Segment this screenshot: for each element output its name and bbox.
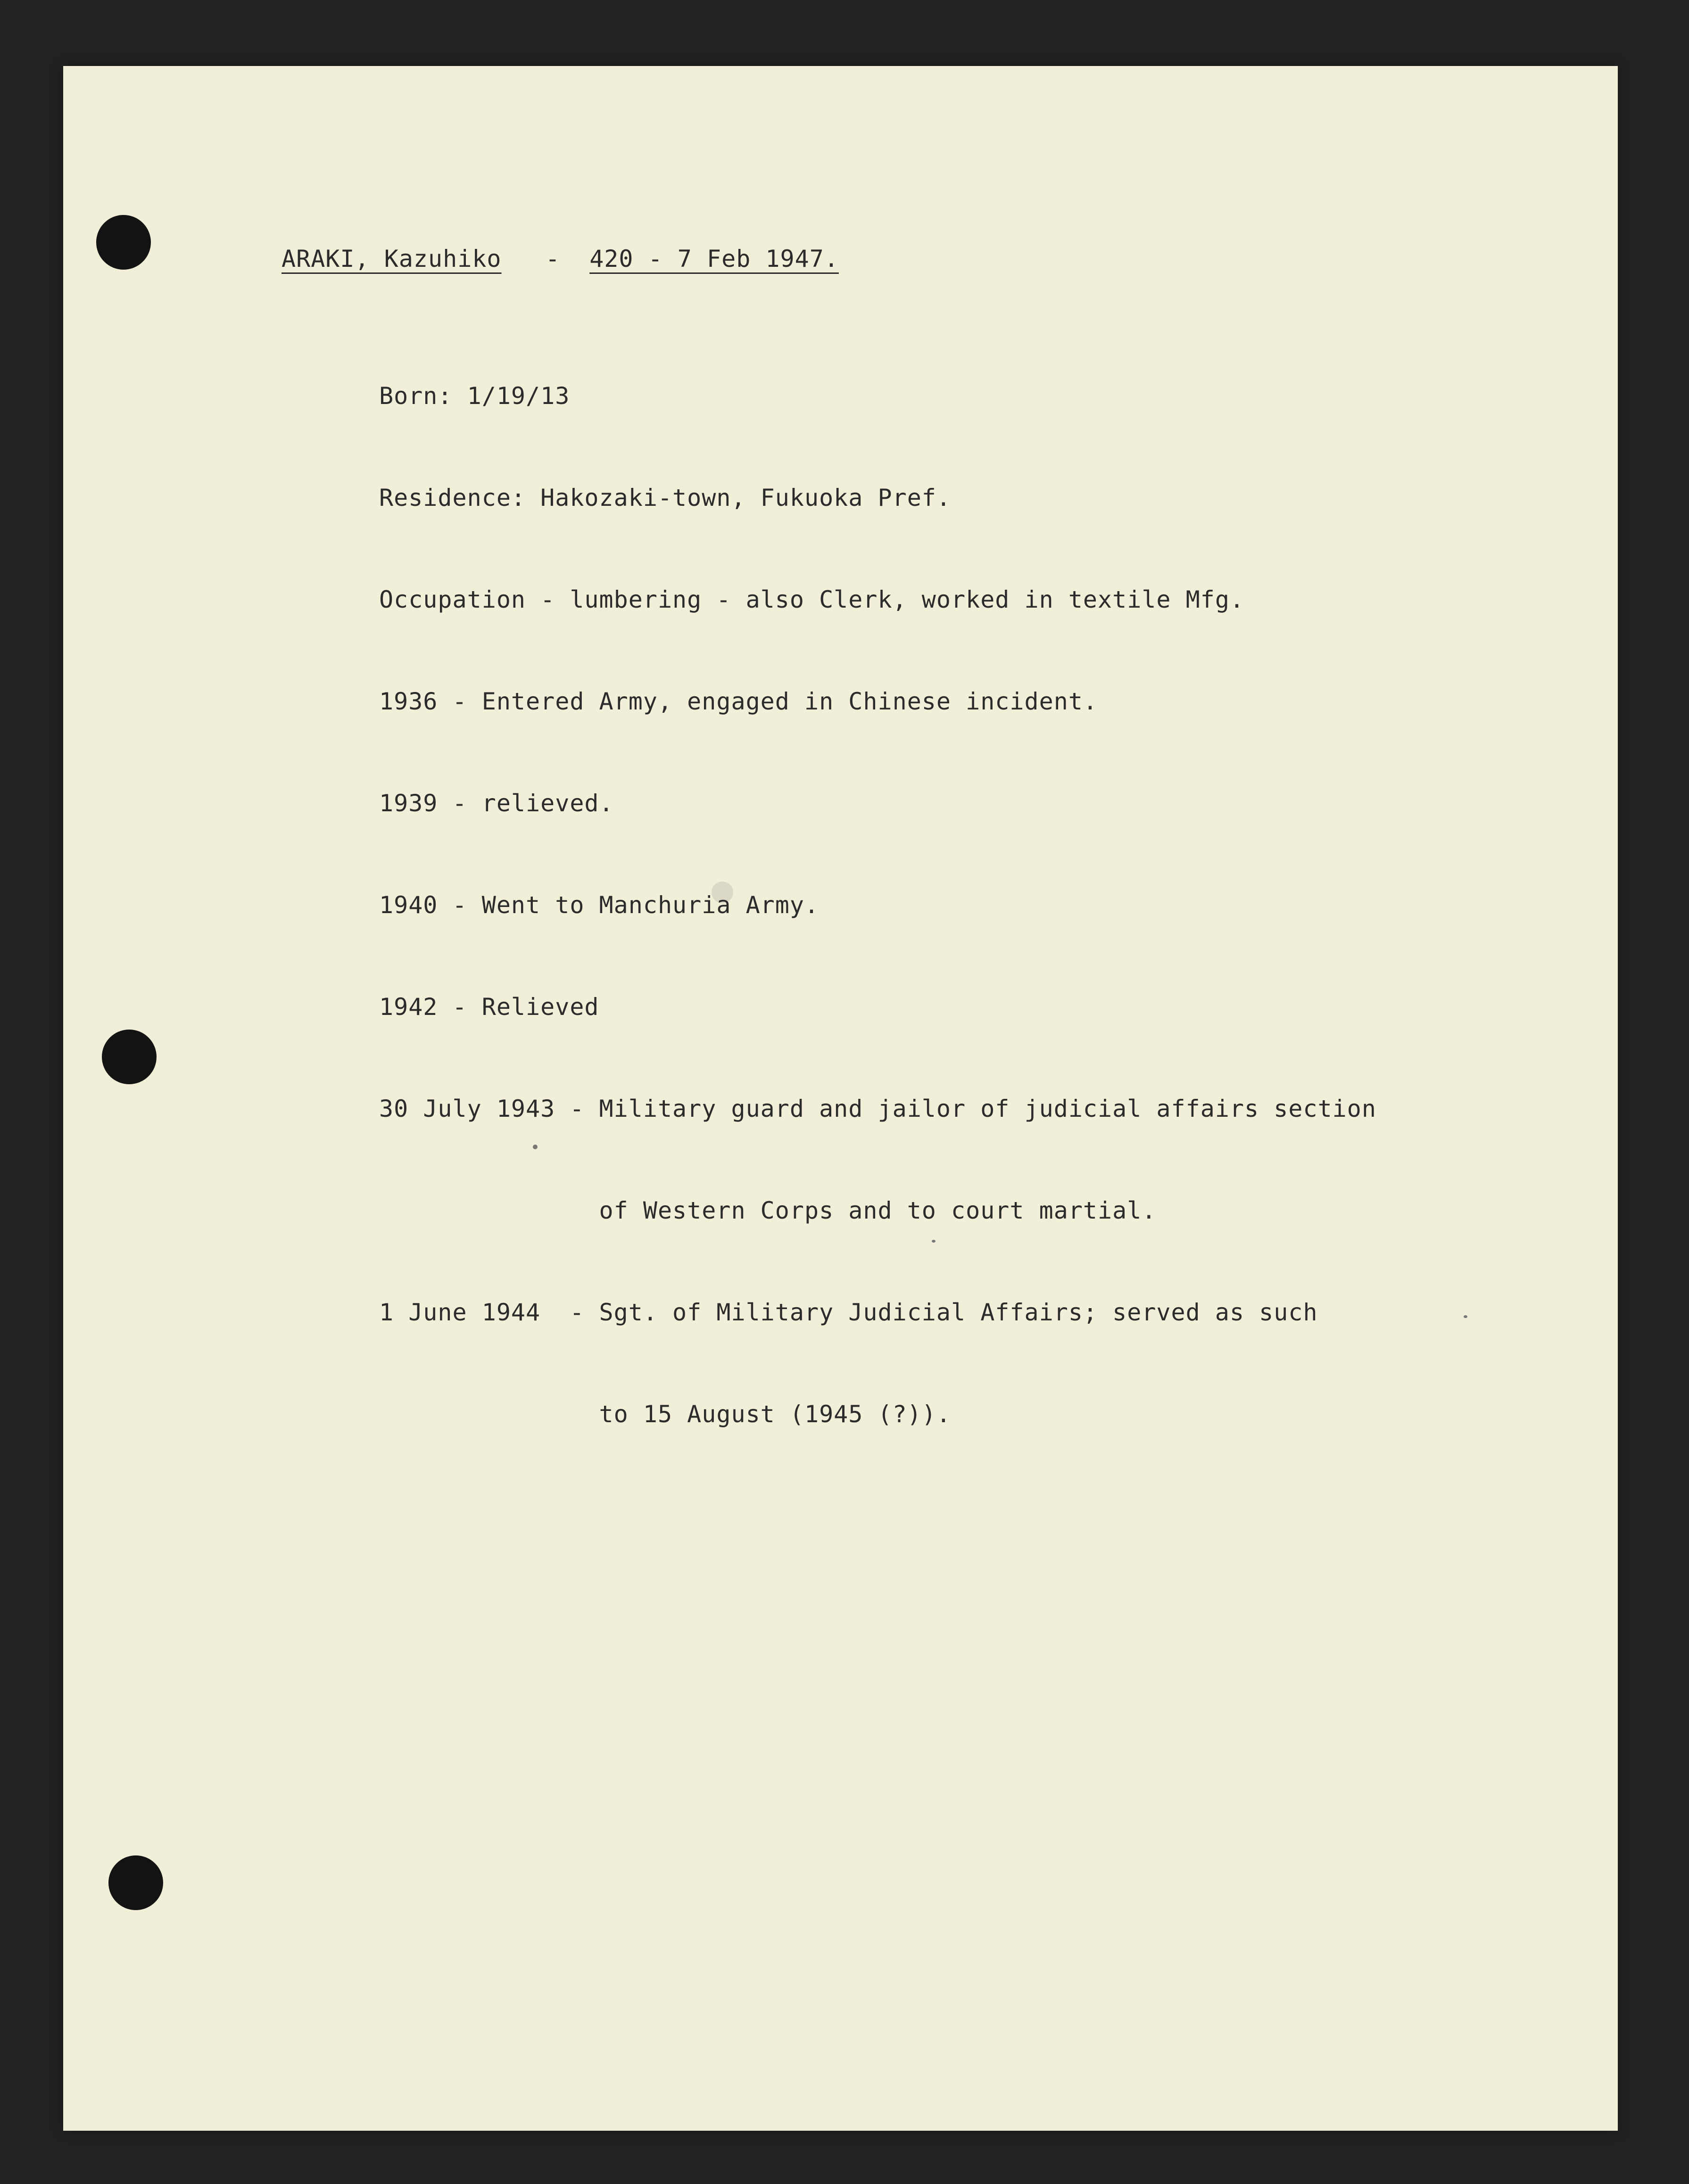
history-line-1939: 1939 - relieved. <box>379 790 614 817</box>
history-line-1943-cont: of Western Corps and to court martial. <box>379 1197 1157 1224</box>
punch-hole <box>108 1855 163 1910</box>
record-name: ARAKI, Kazuhiko <box>282 245 502 272</box>
record-reference: 420 - 7 Feb 1947. <box>589 245 839 272</box>
punch-hole <box>102 1030 157 1084</box>
history-line-1936: 1936 - Entered Army, engaged in Chinese incident. <box>379 688 1098 715</box>
document-page <box>63 66 1618 2131</box>
history-line-1940: 1940 - Went to Manchuria Army. <box>379 891 820 919</box>
record-header <box>282 245 839 272</box>
record-body <box>379 311 1376 1499</box>
residence-line: Residence: Hakozaki-town, Fukuoka Pref. <box>379 484 951 511</box>
punch-hole <box>96 215 151 270</box>
history-line-1944-cont: to 15 August (1945 (?)). <box>379 1401 951 1428</box>
history-line-1944: 1 June 1944 - Sgt. of Military Judicial Affairs; served as such <box>379 1299 1318 1326</box>
header-separator: - <box>545 245 560 272</box>
history-line-1942: 1942 - Relieved <box>379 993 599 1021</box>
paper-speck <box>1464 1315 1467 1318</box>
born-line: Born: 1/19/13 <box>379 382 570 410</box>
history-line-1943: 30 July 1943 - Military guard and jailor of judicial affairs section <box>379 1095 1376 1122</box>
occupation-line: Occupation - lumbering - also Clerk, worked in textile Mfg. <box>379 586 1245 613</box>
